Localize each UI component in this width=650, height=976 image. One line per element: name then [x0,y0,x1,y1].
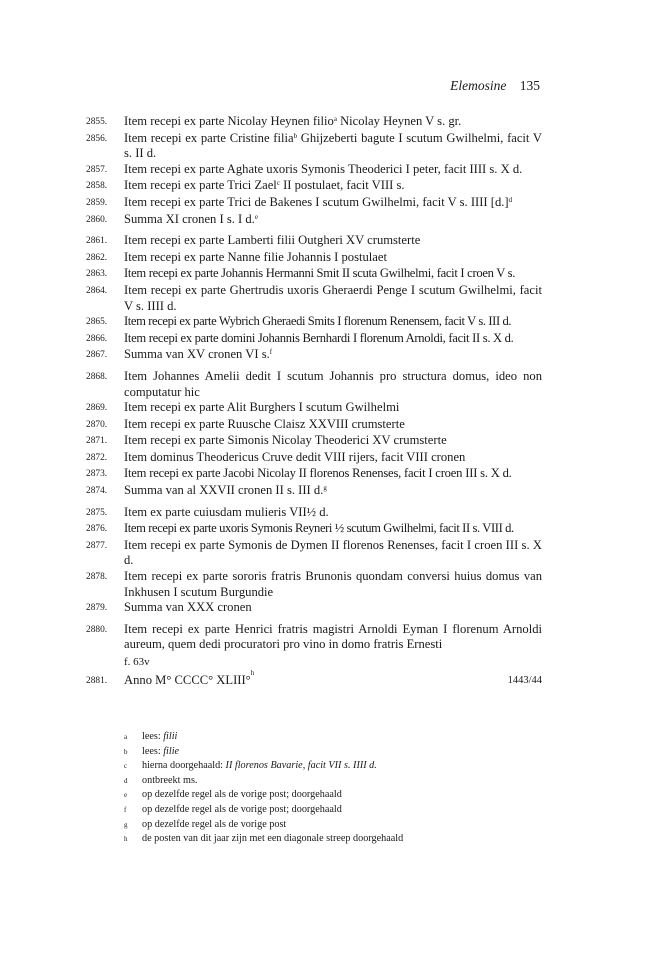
entry-text: Item recepi ex parte Henrici fratris magistri Arnoldi Eyman I florenum Arnoldi aureum, quem dedi procuratori pro vino in domo fratris Ernesti [124,621,542,652]
entry-2879 [86,600,542,617]
entry-text: Item recepi ex parte Trici de Bakenes I scutum Gwilhelmi, facit V s. IIII $[d.]^d$ [124,194,513,209]
entry-2860 [86,212,542,229]
entry-2863 [86,266,542,283]
running-title: Elemosine [450,78,507,93]
footnote-ref: e [254,212,258,221]
footnote-ref: a [333,115,337,123]
entry-2878 [86,569,542,600]
entry-2866 [86,331,542,348]
entry-number: 2855. [86,117,108,127]
page-number: 135 [519,78,540,93]
footnote-ref: g [323,484,327,493]
footnote: a lees: filii [124,730,544,745]
entry-text: Item recepi ex parte Simonis Nicolay Theoderici XV crumsterte [124,433,447,448]
entry-2872 [86,450,542,467]
entry-text: Item recepi ex parte Nicolay Heynen filio$^a$ Nicolay Heynen V s. gr. [124,114,462,128]
footnote: d ontbreekt ms. [124,774,544,789]
entry-number: 2858. [86,181,108,192]
entry-text: Item recepi ex parte Symonis de Dymen II florenos Renenses, facit I croen III s. X d. [124,537,542,568]
entry-2876 [86,521,542,538]
entry-number: 2857. [86,164,108,175]
entry-2862 [86,250,542,267]
entry-2880 [86,622,542,653]
footnote: h de posten van dit jaar zijn met een diagonale streep doorgehaald [124,832,544,847]
footnote-mark: g [124,820,128,829]
entry-2869 [86,400,542,417]
entry-number: 2878. [86,572,108,583]
entry-text: Item recepi ex parte Alit Burghers I scutum Gwilhelmi [124,400,400,415]
entry-2874 [86,483,542,500]
entry-number: 2861. [86,236,108,247]
entry-number: 2874. [86,486,108,497]
folio-marker: f. 63v [124,656,150,668]
entry-text: Item ex parte cuiusdam mulieris VII½ d. [124,504,329,519]
entry-number: 2868. [86,371,108,382]
entry-2875 [86,505,542,522]
footnote: f op dezelfde regel als de vorige post; doorgehaald [124,803,544,818]
entry-text: Item recepi ex parte sororis fratris Brunonis quondam conversi huius domus van Inkhusen I scutum Burgundie [124,569,542,599]
entry-2864 [86,283,542,314]
entry-number: 2875. [86,507,108,518]
entry-text: Item recepi ex parte uxoris Symonis Reyneri ½ scutum Gwilhelmi, facit II s. VIII d. [124,521,514,536]
footnote-mark: b [124,747,128,756]
entry-number: 2873. [86,469,108,480]
entry-text: Item recepi ex parte Lamberti filii Outgheri XV crumsterte [124,233,421,248]
entry-2856 [86,131,542,162]
entry-2881 [86,669,542,690]
entry-number: 2877. [86,540,108,551]
entry-number: 2881. [86,676,108,686]
entry-text: Item Johannes Amelii dedit I scutum Johannis pro structura domus, ideo non computatur hic [124,368,542,399]
footnote: b lees: filie [124,745,544,760]
entry-text: Item recepi ex parte Wybrich Gheraedi Smits I florenum Renensem, facit V s. III d. [124,314,512,329]
entry-number: 2863. [86,269,108,280]
entry-number: 2859. [86,197,108,208]
entry-number: 2856. [86,133,108,144]
entry-2858 [86,178,542,195]
entry-2859 [86,195,542,212]
entry-number: 2867. [86,350,108,361]
entry-number: 2862. [86,252,108,263]
footnote-mark: a [124,733,128,741]
entry-text: Summa van XXX cronen [124,600,252,615]
footnote-mark: e [124,791,128,800]
entry-2871 [86,433,542,450]
entry-text: Item recepi ex parte Johannis Hermanni Smit II scuta Gwilhelmi, facit I croen V s. [124,266,516,281]
footnote-ref: f [269,348,273,357]
entry-number: 2872. [86,452,108,463]
entry-2877 [86,538,542,569]
entry-text: Item recepi ex parte Trici Zael$^c$ II postulaet, facit VIII s. [124,178,405,193]
entry-text: Item recepi ex parte Jacobi Nicolay II florenos Renenses, facit I croen III s. X d. [124,466,512,481]
entry-number: 2866. [86,333,108,344]
footnote: g op dezelfde regel als de vorige post [124,818,544,833]
entry-text: Item recepi ex parte Nanne filie Johannis I postulaet [124,249,387,264]
entry-2873 [86,466,542,483]
entry-text: Item recepi ex parte Ghertrudis uxoris Gheraerdi Penge I scutum Gwilhelmi, facit V s. IIII d. [124,282,542,313]
entry-2857 [86,162,542,179]
entry-number: 2879. [86,603,108,614]
footnote-mark: h [124,835,128,844]
entry-text: Item dominus Theodericus Cruve dedit VIII rijers, facit VIII cronen [124,449,466,464]
footnote-ref: c [276,179,280,188]
entry-2855 [86,114,542,131]
entry-text: Summa van al XXVII cronen II s. III d.$^g$ [124,483,327,498]
footnote: c hierna doorgehaald: II florenos Bavarie, facit VII s. IIII d. [124,759,544,774]
entry-2870 [86,417,542,434]
entry-number: 2876. [86,524,108,535]
footnote-ref: h [250,669,255,677]
footnote-mark: c [124,762,128,771]
footnote: e op dezelfde regel als de vorige post; doorgehaald [124,788,544,803]
entry-2867 [86,347,542,364]
entry-number: 2864. [86,285,108,296]
entry-number: 2871. [86,436,108,447]
entry-number: 2870. [86,419,108,430]
entry-text: Item recepi ex parte Aghate uxoris Symonis Theoderici I peter, facit IIII s. X d. [124,161,523,176]
year-range: 1443/44 [507,675,542,686]
footnote-mark: f [124,805,127,814]
entry-text: Item recepi ex parte domini Johannis Bernhardi I florenum Arnoldi, facit II s. X d. [124,330,514,345]
entry-number: 2860. [86,214,108,225]
running-header [450,78,540,94]
entry-text: Item recepi ex parte Cristine filia$^b$ Ghijzeberti bagute I scutum Gwilhelmi, facit V s. II d. [124,130,543,161]
entry-number: 2865. [86,317,108,328]
entry-number: 2869. [86,403,108,414]
footnote-ref: b [293,131,298,140]
entry-text: Item recepi ex parte Ruusche Claisz XXVIII crumsterte [124,416,405,431]
entry-text: Anno M° CCCC° XLIII° h 1443/44 [124,669,542,687]
entry-text: Summa XI cronen I s. I d.$^e$ [124,211,258,226]
entry-2868 [86,369,542,400]
entry-2865 [86,314,542,331]
entry-text: Summa van XV cronen VI s.$^f$ [124,347,273,362]
footnote-mark: d [124,776,128,785]
footnotes [124,730,544,847]
entry-2861 [86,233,542,250]
entry-number: 2880. [86,624,108,635]
footnote-ref: d [508,195,513,204]
entry-list [86,114,542,690]
